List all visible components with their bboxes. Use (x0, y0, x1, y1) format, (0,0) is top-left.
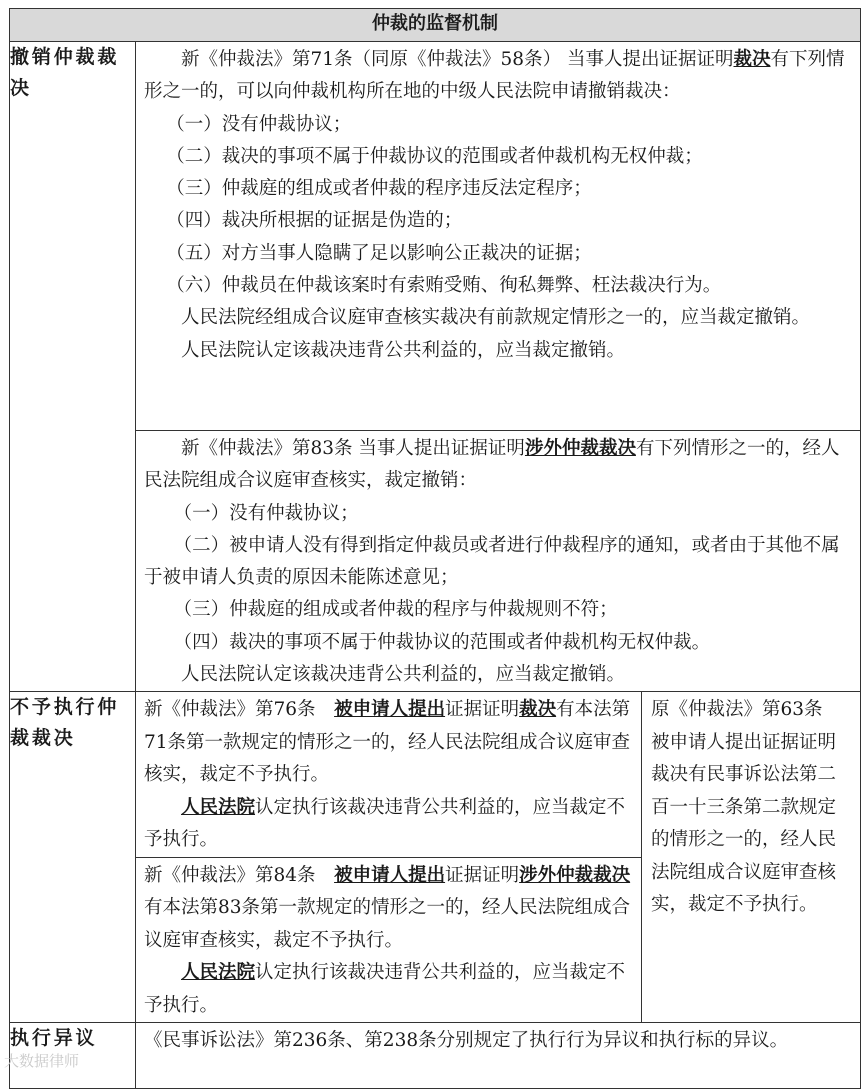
art84-paragraph: 新《仲裁法》第84条 被申请人提出证据证明涉外仲裁裁决有本法第83条第一款规定的情形之一的，经人民法院组成合议庭审查核实，裁定不予执行。 (144, 864, 631, 951)
row-head-revoke: 撤销仲裁裁决 (10, 42, 136, 692)
art84-public-interest: 人民法院认定执行该裁决违背公共利益的，应当裁定不予执行。 (144, 962, 626, 1016)
side-note: 原《仲裁法》第63条 被申请人提出证据证明裁决有民事诉讼法第二百一十三条第二款规定的情形之一的，经人民法院组成合议庭审查核实，裁定不予执行。 (651, 699, 842, 916)
list-item: （一）没有仲裁协议； (166, 113, 352, 135)
list-item: （二）裁决的事项不属于仲裁协议的范围或者仲裁机构无权仲裁； (166, 145, 703, 167)
art71-emphasis: 裁决 (733, 49, 771, 70)
arbitration-supervision-table (9, 8, 861, 1089)
refuse-art84-cell (136, 857, 642, 1023)
objection-paragraph: 《民事诉讼法》第236条、第238条分别规定了执行行为异议和执行标的异议。 (144, 1030, 789, 1052)
revoke-art71-cell (136, 42, 861, 431)
paragraph: 人民法院认定该裁决违背公共利益的，应当裁定撤销。 (181, 339, 626, 361)
list-item: （四）裁决所根据的证据是伪造的； (166, 210, 463, 232)
list-item: （三）仲裁庭的组成或者仲裁的程序与仲裁规则不符； (173, 599, 618, 621)
paragraph: 人民法院经组成合议庭审查核实裁决有前款规定情形之一的，应当裁定撤销。 (181, 307, 811, 329)
art71-lead-paragraph: 新《仲裁法》第71条（同原《仲裁法》58条） 当事人提出证据证明裁决有下列情形之一的，可以向仲裁机构所在地的中级人民法院申请撤销裁决： (144, 49, 845, 103)
art84-emphasis-award: 涉外仲裁裁决 (519, 864, 631, 886)
list-item: （六）仲裁员在仲裁该案时有索贿受贿、徇私舞弊、枉法裁决行为。 (166, 275, 722, 297)
row-head-refuse-enforcement: 不予执行仲裁裁决 (10, 692, 136, 1023)
art71-lead: 新《仲裁法》第71条（同原《仲裁法》58条） (181, 49, 562, 70)
paragraph: 人民法院认定该裁决违背公共利益的，应当裁定撤销。 (181, 664, 626, 686)
art76-paragraph: 新《仲裁法》第76条 被申请人提出证据证明裁决有本法第71条第一款规定的情形之一的，经人民法院组成合议庭审查核实，裁定不予执行。 (144, 699, 631, 786)
art83-emphasis: 涉外仲裁裁决 (524, 438, 636, 459)
art83-lead-paragraph: 新《仲裁法》第83条 当事人提出证据证明涉外仲裁裁决有下列情形之一的，经人民法院组成合议庭审查核实，裁定撤销： (144, 438, 840, 492)
list-item: （四）裁决的事项不属于仲裁协议的范围或者仲裁机构无权仲裁。 (173, 631, 711, 653)
art76-public-interest: 人民法院认定执行该裁决违背公共利益的，应当裁定不予执行。 (144, 796, 626, 851)
art84-emphasis-applicant: 被申请人提出 (334, 864, 446, 886)
row-head-enforcement-objection: 执行异议 (10, 1023, 136, 1089)
list-item: （二）被申请人没有得到指定仲裁员或者进行仲裁程序的通知，或者由于其他不属于被申请人负责的原因未能陈述意见； (144, 534, 840, 589)
art83-lead: 新《仲裁法》第83条 (181, 438, 353, 459)
revoke-art83-cell (136, 431, 861, 692)
list-item: （五）对方当事人隐瞒了足以影响公正裁决的证据； (166, 242, 592, 264)
table-title: 仲裁的监督机制 (10, 9, 861, 42)
watermark: 大数据律师 (4, 1052, 80, 1070)
list-item: （一）没有仲裁协议； (173, 502, 359, 524)
art76-emphasis-award: 裁决 (519, 699, 557, 721)
side-note-cell (642, 692, 861, 1023)
refuse-art76-cell (136, 692, 642, 858)
art76-emphasis-applicant: 被申请人提出 (334, 699, 446, 721)
list-item: （三）仲裁庭的组成或者仲裁的程序违反法定程序； (166, 178, 592, 200)
